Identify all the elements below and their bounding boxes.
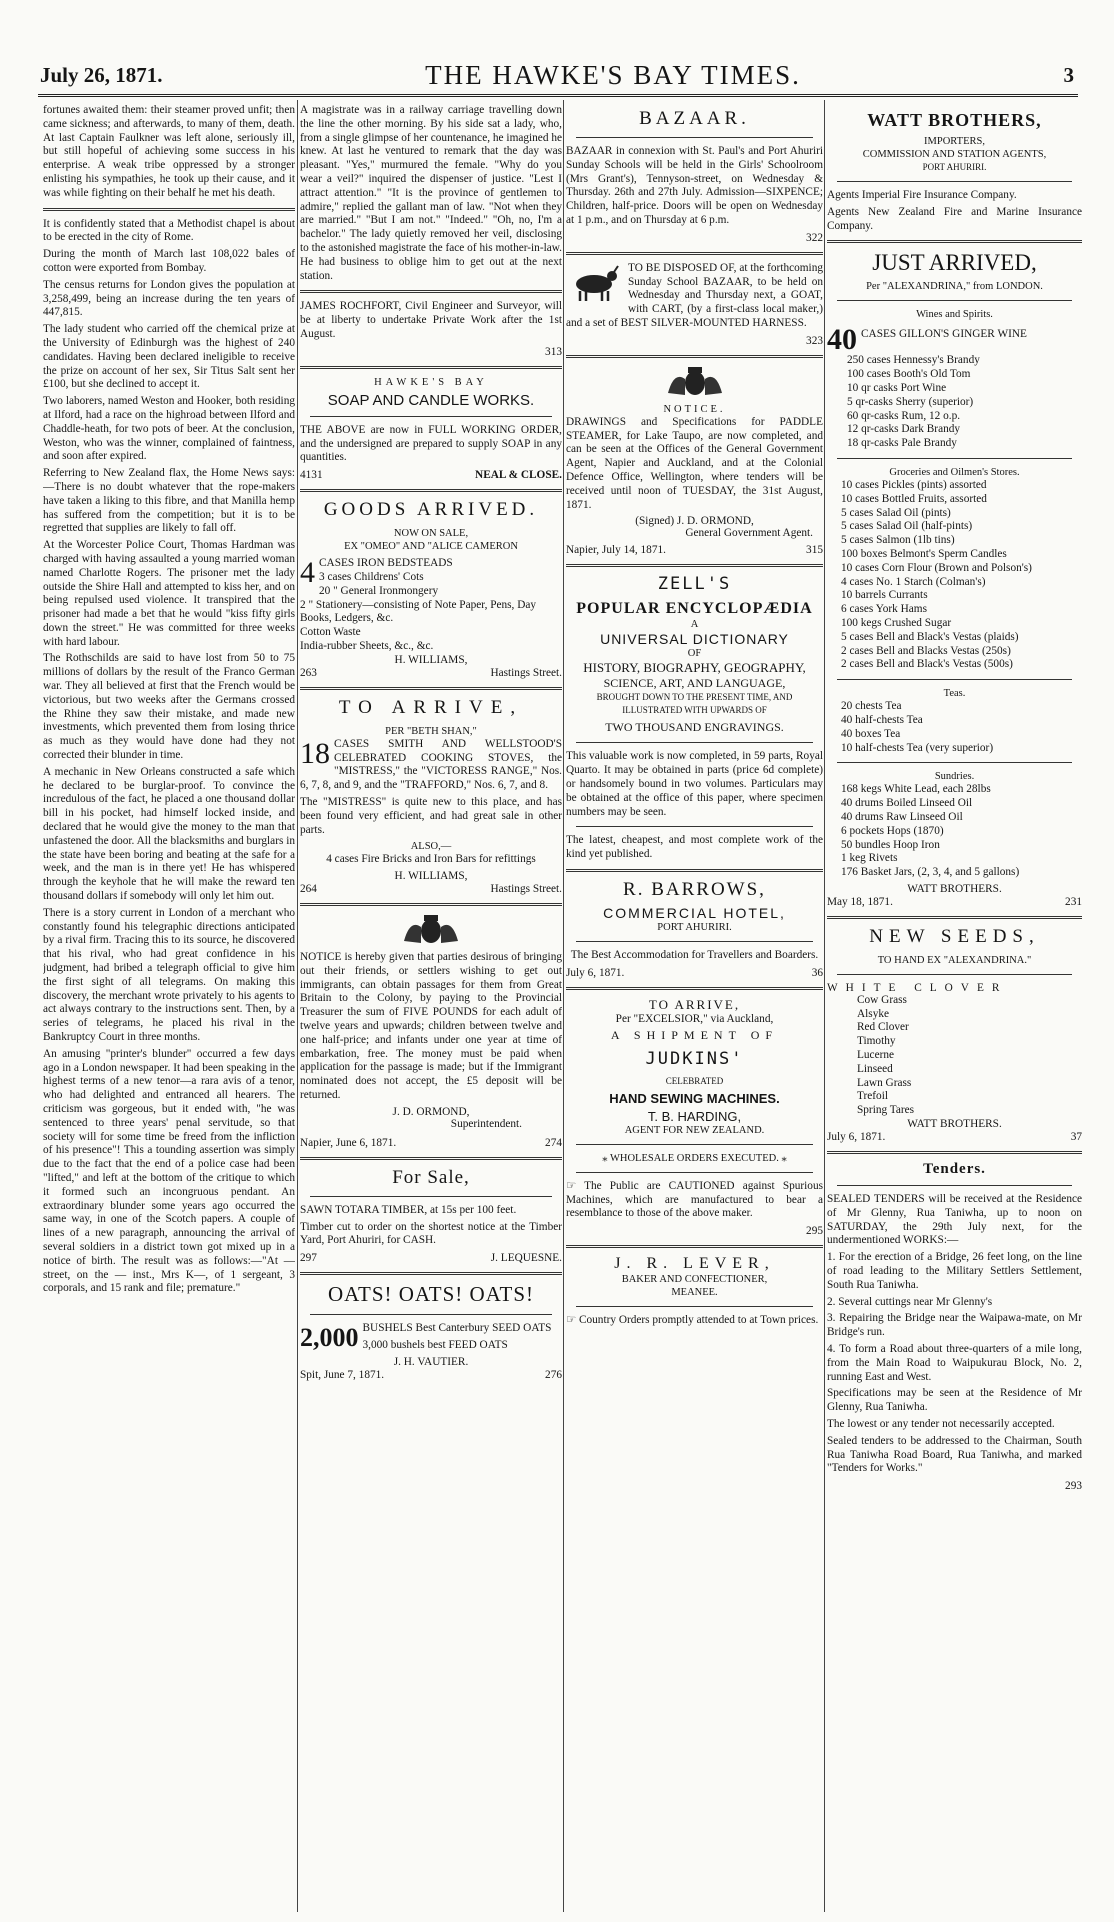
article-paragraph: There is a story current in London of a merchant who constantly found his telegraphic directions anticipated by a rival firm. Tracing this to its source, he discovered that his rival, who had great confidence in his judgment, had bribed a telegraph official to give him the first sight of all telegrams. On making this discovery, the merchant wrote privately to his agents to act always contrary to the instructions sent. Then, by a series of telegrams, he placed his rival in the Bankruptcy Court in three months. — [43, 906, 295, 1043]
sundries-list-item: 40 drums Boiled Linseed Oil — [841, 797, 973, 810]
seeds-heading: NEW SEEDS, — [869, 925, 1040, 947]
zell-line: TWO THOUSAND ENGRAVINGS. — [605, 720, 784, 735]
tenders-lowest: The lowest or any tender not necessarily accepted. — [827, 1418, 1055, 1431]
barrows-date: July 6, 1871. — [566, 966, 625, 979]
section-rule — [300, 366, 562, 369]
barrows-heading: R. BARROWS, — [623, 878, 766, 900]
goat-icon — [566, 264, 622, 304]
rule — [310, 416, 552, 417]
just-arrived-per: Per "ALEXANDRINA," from LONDON. — [866, 281, 1043, 293]
goods-list — [300, 557, 562, 654]
tenders-spec: Specifications may be seen at the Residence of Mr Glenny, Rua Taniwha. — [827, 1387, 1082, 1414]
goods-sub: EX "OMEO" AND "ALICE CAMERON — [344, 541, 518, 553]
watt-agents: COMMISSION AND STATION AGENTS, — [862, 149, 1047, 160]
wines-list-item: 10 qr casks Port Wine — [847, 381, 947, 394]
masthead — [40, 58, 1074, 92]
rule — [576, 1306, 813, 1307]
section-rule — [566, 355, 823, 358]
wines-first — [827, 323, 1082, 357]
ad-number: 274 — [545, 1136, 562, 1149]
watt-date: May 18, 1871. — [827, 895, 893, 908]
judkins-per: Per "EXCELSIOR," via Auckland, — [615, 1012, 774, 1025]
wines-heading: Wines and Spirits. — [916, 309, 993, 321]
wines-list-item: 12 qr-casks Dark Brandy — [847, 423, 961, 436]
section-rule — [827, 240, 1082, 243]
sundries-heading: Sundries. — [934, 771, 975, 783]
teas-heading: Teas. — [943, 688, 966, 700]
ad-number: 315 — [806, 544, 823, 557]
oats-quantity: 2,000 — [300, 1323, 359, 1353]
groceries-list-item: 5 cases Salmon (1lb tins) — [841, 534, 955, 547]
soap-heading: HAWKE'S BAY — [374, 376, 488, 388]
rule — [837, 974, 1072, 975]
newspaper-title: THE HAWKE'S BAY TIMES. — [425, 59, 801, 90]
sundries-list-item: 176 Basket Jars, (2, 3, 4, and 5 gallons) — [841, 866, 1020, 879]
section-rule — [566, 564, 823, 567]
judkins-celebrated: CELEBRATED — [665, 1075, 724, 1086]
seeds-list-item: Lucerne — [857, 1049, 895, 1062]
notice-title: Superintendent. — [450, 1117, 522, 1130]
arrive-also2: 4 cases Fire Bricks and Iron Bars for refittings — [326, 853, 536, 866]
groceries-list-item: 10 cases Bottled Fruits, assorted — [841, 492, 987, 505]
judkins-agent2: AGENT FOR NEW ZEALAND. — [624, 1124, 765, 1136]
issue-date: July 26, 1871. — [40, 62, 163, 87]
oats-date: Spit, June 7, 1871. — [300, 1368, 385, 1381]
groceries-list-item: 10 cases Pickles (pints) assorted — [841, 478, 987, 491]
rule — [310, 1314, 552, 1315]
watt-line: Agents New Zealand Fire and Marine Insurance Company. — [827, 205, 1082, 232]
ad-number: 264 — [300, 883, 317, 896]
wines-list-item: 5 qr-casks Sherry (superior) — [847, 395, 974, 408]
groceries-heading: Groceries and Oilmen's Stores. — [889, 466, 1020, 478]
tender-item: 1. For the erection of a Bridge, 26 feet long, on the line of road leading to the Military Settlers Settlement, South Rua Taniwha. — [827, 1251, 1082, 1291]
rule — [310, 1196, 552, 1197]
teas-list-item: 20 chests Tea — [841, 700, 902, 713]
arrive-signature: H. WILLIAMS, — [394, 870, 468, 883]
article-paragraph: fortunes awaited them: their steamer proved unfit; then came sickness; and afterwards, to many of them, death. At last Captain Faulkner was left alone, seriously ill, but still hopeful of achieving some success in his enterprise. A weak tribe oppressed by a stronger enlisting his sympathies, he took up their cause, and it was while fighting on their behalf he met his death. — [43, 104, 295, 199]
tenders-heading: Tenders. — [923, 1161, 986, 1178]
sundries-list-item: 1 keg Rivets — [841, 852, 898, 865]
rochfort-ad: JAMES ROCHFORT, Civil Engineer and Surveyor, will be at liberty to undertake Private Work after the 1st August. — [300, 300, 562, 340]
judkins-heading: TO ARRIVE, — [648, 996, 741, 1012]
seeds-list-item: Lawn Grass — [857, 1076, 912, 1089]
rule — [576, 1144, 813, 1145]
article-paragraph: During the month of March last 108,022 bales of cotton were exported from Bombay. — [43, 248, 295, 274]
seeds-list-item: Alsyke — [857, 1007, 890, 1020]
judkins-name: JUDKINS' — [645, 1048, 744, 1069]
article-paragraph: A magistrate was in a railway carriage travelling down the line the other morning. By his side sat a lady, who, from a single glimpse of her countenance, he imagined he knew. At last he ventured to remark that the day was pleasant. "Yes," murmured the female. "Why do you wear a veil?" inquired the dispenser of justice. "Lest I attract attention." "It is the province of gentlemen to admire," replied the gallant man of law. "Not when they are married." "But I am not." "Indeed." "Oh, no, I'm a bachelor." The lady quietly removed her veil, disclosing to the astonished magistrate the face of his mother-in-law. He had business to oblige him to get out at the next station. — [300, 104, 562, 282]
notice-heading: NOTICE. — [663, 403, 726, 415]
goods-signature: H. WILLIAMS, — [394, 653, 468, 666]
rule — [576, 826, 813, 827]
goods-heading: GOODS ARRIVED. — [323, 499, 539, 521]
asterisk-icon: ⁎ — [781, 1152, 787, 1164]
arrive-heading: TO ARRIVE, — [338, 696, 524, 718]
notice-signature: J. D. ORMOND, — [392, 1105, 470, 1118]
rule — [576, 742, 813, 743]
rule — [837, 181, 1072, 182]
wines-first-text: CASES GILLON'S GINGER WINE — [861, 328, 1027, 341]
column-divider — [297, 100, 298, 1912]
sundries-list-item: 40 drums Raw Linseed Oil — [841, 810, 963, 823]
rule — [576, 1172, 813, 1173]
article-paragraph: The census returns for London gives the population at 3,258,499, being an increase during the ten years of 447,815. — [43, 278, 295, 319]
seeds-list-item: Spring Tares — [857, 1104, 915, 1117]
goods-list-item: India-rubber Sheets, &c., &c. — [300, 639, 434, 652]
groceries-list-item: 5 cases Salad Oil (pints) — [841, 506, 951, 519]
section-rule — [566, 252, 823, 255]
judkins-agent: T. B. HARDING, — [647, 1108, 742, 1124]
wines-list-item: 100 cases Booth's Old Tom — [847, 368, 971, 381]
oats-body2: 3,000 bushels best FEED OATS — [362, 1339, 508, 1352]
ad-number: 263 — [300, 666, 317, 679]
column-divider — [563, 100, 564, 1912]
zell-a: A — [690, 619, 699, 631]
notice-body: NOTICE is hereby given that parties desirous of bringing out their friends, or settlers wishing to get out immigrants, can obtain passages for them from Great Britain to the Colony, by paying to the Provincial Treasurer the sum of FIVE POUNDS for each adult of twelve years and upwards; children between twelve and one half-price; and infants under one year at time of embarkation, free. The money must be paid when application for the passage is made; but if the Immigrant nominated does not accept, the £5 deposit will be returned. — [300, 951, 562, 1102]
judkins-machines: HAND SEWING MACHINES. — [609, 1090, 780, 1106]
seeds-list-item: Timothy — [857, 1035, 896, 1048]
tender-item: 3. Repairing the Bridge near the Waipawa-mate, on Mr Bridge's run. — [827, 1312, 1082, 1339]
bazaar-heading: BAZAAR. — [639, 108, 750, 129]
wines-list-item: 18 qr-casks Pale Brandy — [847, 437, 957, 450]
bazaar-body: BAZAAR in connexion with St. Paul's and Port Ahuriri Sunday Schools will be held in the Girls' Schoolroom (Mrs Grant's), Tennyson-street, on Wednesday & Thursday. 26th and 27th July. Admission—SIXPENCE; Children, half-price. Doors will be open on Wednesday at 1 p.m., and on Thursday at 6 p.m. — [566, 145, 823, 226]
lever-trade: BAKER AND CONFECTIONER, — [621, 1274, 768, 1286]
column-divider — [824, 100, 825, 1912]
groceries-list-item: 10 cases Corn Flour (Brown and Polson's) — [841, 561, 1032, 574]
barrows-hotel: COMMERCIAL HOTEL, — [603, 904, 786, 921]
zell-line: HISTORY, BIOGRAPHY, GEOGRAPHY, — [583, 660, 806, 676]
column-1 — [43, 104, 295, 1912]
masthead-rule — [38, 94, 1078, 97]
ad-number: 231 — [1065, 895, 1082, 908]
goods-list-item: 2 " Stationery—consisting of Note Paper, Pens, Day Books, Ledgers, &c. — [300, 598, 537, 625]
oats-body: BUSHELS Best Canterbury SEED OATS — [362, 1322, 552, 1335]
article-paragraph: It is confidently stated that a Methodist chapel is about to be erected in the city of Rome. — [43, 217, 295, 244]
teas-list-item: 40 half-chests Tea — [841, 713, 923, 726]
lever-heading: J. R. LEVER, — [614, 1255, 775, 1273]
address: Hastings Street. — [490, 883, 562, 896]
section-rule — [300, 290, 562, 293]
barrows-body: The Best Accommodation for Travellers and Boarders. — [570, 948, 819, 961]
ad-number: 37 — [1070, 1131, 1082, 1144]
rule — [837, 300, 1072, 301]
article-paragraph: At the Worcester Police Court, Thomas Hardman was charged with having assaulted a young married woman named Charlotte Rogers. The prisoner met the lady outside the Shire Hall and attempted to kiss her, and on being repulsed used violence. It transpired that the prisoner had made a bet that he would "kiss fifty girls down the street." He was committed for three weeks with hard labour. — [43, 539, 295, 648]
arrive-body2: The "MISTRESS" is quite new to this place, and has been found very efficient, and had great sale in other parts. — [300, 795, 562, 836]
seeds-date: July 6, 1871. — [827, 1131, 886, 1144]
zell-line: BROUGHT DOWN TO THE PRESENT TIME, AND ILLUSTRATED WITH UPWARDS OF — [596, 692, 793, 716]
sundries-list-item: 50 bundles Hoop Iron — [841, 838, 940, 851]
watt-line: Agents Imperial Fire Insurance Company. — [827, 189, 1017, 201]
rule — [837, 679, 1072, 680]
royal-arms-icon — [660, 365, 730, 399]
section-rule — [827, 1151, 1082, 1154]
rule — [837, 1185, 1072, 1186]
section-rule — [827, 916, 1082, 919]
zell-body: This valuable work is now completed, in 59 parts, Royal Quarto. It may be obtained in parts (price 6d complete) or handsomely bound in two volumes. Particulars may be obtained at the office of this paper, where specimen numbers may be seen. — [566, 750, 823, 818]
article-paragraph: Two laborers, named Weston and Hooker, both residing at Ilford, had a race on the highroad between Ilford and Chaddle-heath, for two pots of beer. At the conclusion, Weston, who was the winner, complained of faintness, and soon after expired. — [43, 395, 295, 463]
section-rule — [566, 869, 823, 872]
just-arrived-heading: JUST ARRIVED, — [872, 250, 1037, 276]
column-2 — [300, 104, 562, 1912]
judkins-wholesale — [566, 1152, 823, 1165]
ad-number: 276 — [545, 1368, 562, 1381]
rule — [576, 941, 813, 942]
section-rule — [566, 1245, 823, 1248]
seeds-sub: TO HAND EX "ALEXANDRINA." — [877, 954, 1032, 966]
section-rule — [300, 1272, 562, 1275]
barrows-place: PORT AHURIRI. — [657, 921, 732, 933]
zell-heading: ZELL'S — [657, 574, 732, 595]
tenders-address: Sealed tenders to be addressed to the Chairman, South Rua Taniwha Road Board, Rua Taniwha, and marked "Tenders for Works." — [827, 1434, 1082, 1475]
watt-importers: IMPORTERS, — [924, 136, 985, 147]
article-paragraph: An amusing "printer's blunder" occurred a few days ago in a London newspaper. It had been speaking in the highest terms of a new tenor—a rara avis of a tenor, who had delighted and entranced all hearers. The criticism was gorgeous, but it ended with, "he was sentenced to three years' penal servitude, so that society will for some time be freed from the infliction of his presence"! This a tounding assertion was simply due to the fact that the end of a police case had been "lifted," and left at the bottom of the critique to which it formed such an incongruous pendant. An extraordinary blunder some years ago occurred the same way, in one of the Scotch papers. A couple of lines of a new paragraph, announcing the arrival of several soldiers in a district town got mixed up in a notice of birth. The result was as follows:—"At — street, on the — inst., Mrs K—, of 1 sergeant, 3 corporals, and 15 rank and file; premature." — [43, 1047, 295, 1295]
royal-arms-icon — [396, 913, 466, 947]
tender-item: 2. Several cuttings near Mr Glenny's — [827, 1295, 993, 1308]
article-paragraph: The Rothschilds are said to have lost from 50 to 75 millions of dollars by the result of the Franco German war. They all believed at first that the French would be victorious, but two weeks after the Germans crossed the Rhine they saw their mistake, and made new investments, which prevented them from losing thrice as much as they would have done had they not corrected their blunder in time. — [43, 652, 295, 762]
judkins-caution: The Public are CAUTIONED against Spurious Machines, which are manufactured to bear a resemblance to those of the above maker. — [566, 1179, 823, 1220]
section-rule — [300, 1157, 562, 1160]
arrive-also: ALSO,— — [410, 841, 452, 853]
disposed-body: TO BE DISPOSED OF, at the forthcoming Sunday School BAZAAR, to be held on Wednesday and Thursday next, a GOAT, with CART, (by a first-class local maker,) and a set of BEST SILVER-MOUNTED HARNESS. — [566, 261, 823, 329]
lever-place: MEANEE. — [671, 1287, 718, 1299]
groceries-list-item: 5 cases Bell and Black's Vestas (plaids) — [841, 630, 1019, 643]
ad-number: 295 — [806, 1225, 823, 1238]
soap-signature: NEAL & CLOSE. — [475, 469, 562, 482]
zell-body2: The latest, cheapest, and most complete work of the kind yet published. — [566, 834, 823, 861]
sundries-list-item: 6 pockets Hops (1870) — [841, 824, 944, 837]
section-rule — [300, 903, 562, 906]
seeds-list-item: Trefoil — [857, 1090, 888, 1103]
goods-list-item: 3 cases Childrens' Cots — [319, 570, 424, 583]
ad-number: 323 — [806, 334, 823, 347]
sale-heading: For Sale, — [392, 1166, 470, 1188]
groceries-list-item: 100 kegs Crushed Sugar — [841, 616, 952, 629]
ad-number: 297 — [300, 1252, 317, 1265]
goods-sub: NOW ON SALE, — [393, 528, 469, 540]
zell-title: POPULAR ENCYCLOPÆDIA — [576, 600, 813, 618]
zell-line: SCIENCE, ART, AND LANGUAGE, — [603, 676, 786, 691]
seeds-list-item: Red Clover — [857, 1021, 909, 1034]
watt-signature: WATT BROTHERS. — [907, 882, 1002, 895]
ad-number: 293 — [1065, 1480, 1082, 1493]
goods-list-item: Cotton Waste — [300, 626, 361, 639]
wines-list-item: 60 qr-casks Rum, 12 o.p. — [847, 409, 961, 422]
ad-number: 4131 — [300, 469, 323, 482]
groceries-list-item: 100 boxes Belmont's Sperm Candles — [841, 547, 1007, 560]
drop-numeral: 18 — [300, 736, 330, 770]
ad-number: 313 — [545, 345, 562, 358]
soap-subheading: SOAP AND CANDLE WORKS. — [327, 391, 535, 409]
column-3 — [566, 104, 823, 1912]
groceries-list-item: 10 barrels Currants — [841, 589, 928, 602]
seeds-list-item: Linseed — [857, 1062, 893, 1075]
lever-body: Country Orders promptly attended to at Town prices. — [578, 1314, 819, 1327]
rule — [837, 458, 1072, 459]
ad-number: 36 — [811, 966, 823, 979]
rule — [837, 762, 1072, 763]
goods-list-item: 20 " General Ironmongery — [319, 584, 439, 597]
groceries-list-item: 2 cases Bell and Black's Vestas (500s) — [841, 658, 1013, 671]
notice-title: General Government Agent. — [685, 527, 813, 540]
page-number: 3 — [1063, 62, 1074, 87]
zell-of: OF — [687, 648, 702, 660]
drop-numeral: 4 — [300, 556, 315, 590]
ad-number: 322 — [806, 231, 823, 244]
wholesale-text: WHOLESALE ORDERS EXECUTED. — [609, 1152, 779, 1164]
watt-heading: WATT BROTHERS, — [867, 110, 1042, 130]
section-rule — [300, 687, 562, 690]
notice-signature: (Signed) J. D. ORMOND, — [635, 515, 754, 528]
seeds-first: WHITE CLOVER — [827, 981, 1008, 994]
asterisk-icon: ⁎ — [602, 1152, 608, 1164]
sale-signature: J. LEQUESNE. — [490, 1252, 562, 1265]
wines-count: 40 — [827, 323, 857, 357]
watt-place: PORT AHURIRI. — [922, 162, 987, 172]
seeds-list-item: Cow Grass — [857, 993, 907, 1006]
goods-list-item: CASES IRON BEDSTEADS — [319, 557, 453, 570]
judkins-shipment: A SHIPMENT OF — [610, 1027, 779, 1042]
arrive-body: CASES SMITH AND WELLSTOOD'S CELEBRATED COOKING STOVES, the "MISTRESS," the "VICTORESS RANGE," Nos. 6, 7, 8, and 9, and the "TRAFFORD," Nos. 6, 7, and 8. — [300, 737, 562, 792]
sale-body2: Timber cut to order on the shortest notice at the Timber Yard, Port Ahuriri, for CASH. — [300, 1220, 562, 1247]
groceries-list-item: 2 cases Bell and Blacks Vestas (250s) — [841, 644, 1011, 657]
pointing-hand-icon: ☞ — [566, 1179, 577, 1192]
teas-list-item: 40 boxes Tea — [841, 727, 901, 740]
section-rule — [300, 489, 562, 492]
tender-item: 4. To form a Road about three-quarters of a mile long, from the Main Road to Waipukurau Block, No. 2, running East and West. — [827, 1343, 1082, 1383]
arrive-sub: PER "BETH SHAN," — [385, 725, 477, 737]
wines-list-item: 250 cases Hennessy's Brandy — [847, 354, 980, 367]
teas-list-item: 10 half-chests Tea (very superior) — [841, 741, 994, 754]
sale-body: SAWN TOTARA TIMBER, at 15s per 100 feet. — [300, 1203, 517, 1216]
groceries-list-item: 6 cases York Hams — [841, 603, 927, 616]
sundries-list-item: 168 kegs White Lead, each 28lbs — [841, 783, 991, 796]
notice-date: Napier, June 6, 1871. — [300, 1136, 397, 1149]
address: Hastings Street. — [490, 666, 562, 679]
groceries-list-item: 4 cases No. 1 Starch (Colman's) — [841, 575, 986, 588]
notice-body: DRAWINGS and Specifications for PADDLE STEAMER, for Lake Taupo, are now completed, and can be seen at the Offices of the General Government Agent, Napier and Auckland, and at the Colonial Defence Office, Wellington, where tenders will be received until noon of TUESDAY, the 31st August, 1871. — [566, 415, 823, 511]
pointing-hand-icon: ☞ — [566, 1314, 577, 1327]
groceries-list-item: 5 cases Salad Oil (half-pints) — [841, 520, 973, 533]
column-4 — [827, 104, 1082, 1912]
oats-signature: J. H. VAUTIER. — [393, 1355, 469, 1368]
article-paragraph: Referring to New Zealand flax, the Home News says:—There is no doubt whatever that the rope-makers have taken a liking to this fibre, and that Manilla hemp has suffered from the competition; but it is to be regretted that supplies are likely to fall off. — [43, 467, 295, 535]
soap-body: THE ABOVE are now in FULL WORKING ORDER, and the undersigned are prepared to supply SOAP in any quantities. — [300, 423, 562, 464]
section-rule — [566, 987, 823, 990]
oats-heading: OATS! OATS! OATS! — [327, 1282, 534, 1307]
article-paragraph: A mechanic in New Orleans constructed a safe which he declared to be burglar-proof. To convince the incredulous of the fact, he placed a one thousand dollar bill in his pocket, had himself locked inside, and declared that he would give the money to the man that unfastened the door. All the blacksmiths and burglars in the state have been boring and beating at the safe for a week, and the man is in there yet! He has whispered through the keyhole that he will make the reward ten thousand dollars if somebody will only let him out. — [43, 765, 295, 903]
seeds-signature: WATT BROTHERS. — [907, 1118, 1002, 1131]
rule — [576, 137, 813, 138]
tenders-body: SEALED TENDERS will be received at the Residence of Mr Glenny, Rua Taniwha, up to noon on SATURDAY, the 29th July next, for the undermentioned WORKS:— — [827, 1193, 1082, 1247]
section-rule — [43, 208, 295, 211]
zell-subtitle: UNIVERSAL DICTIONARY — [600, 631, 789, 648]
notice-date: Napier, July 14, 1871. — [566, 544, 666, 557]
article-paragraph: The lady student who carried off the chemical prize at the University of Edinburgh was the highest of 240 candidates. Having been declared ineligible to receive the prize on account of her sex, Sir Titus Salt sent her £100, but she declined to accept it. — [43, 323, 295, 391]
